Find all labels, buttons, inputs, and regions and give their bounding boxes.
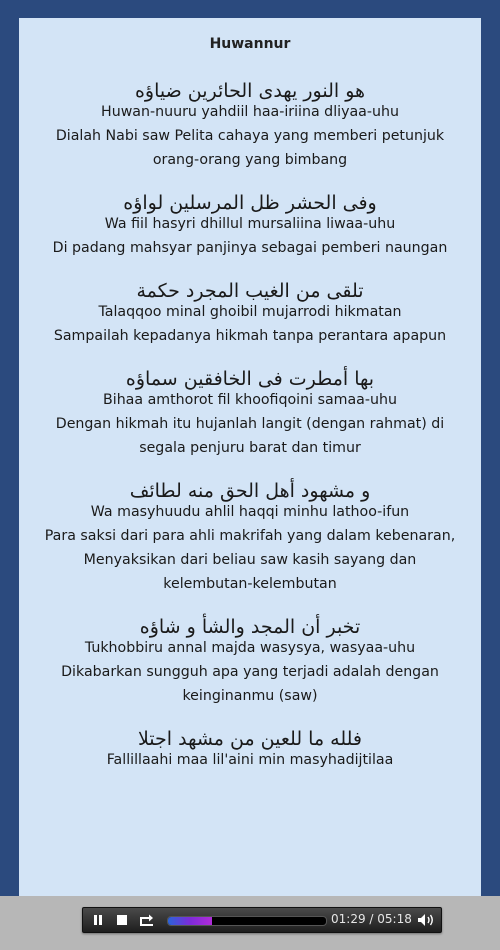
verse bbox=[19, 190, 481, 260]
progress-fill bbox=[168, 917, 212, 925]
verse bbox=[19, 366, 481, 460]
verse-transliteration: Huwan-nuuru yahdiil haa-iriina dliyaa-uhu bbox=[101, 104, 399, 120]
verse-transliteration: Fallillaahi maa lil'aini min masyhadijtilaa bbox=[106, 752, 394, 768]
verse-arabic: فلله ما للعين من مشهد اجتلا bbox=[137, 728, 363, 750]
repeat-icon bbox=[139, 913, 155, 927]
pause-icon bbox=[93, 915, 103, 925]
verse-translation: Sampailah kepadanya hikmah tanpa perantara apapun bbox=[53, 328, 447, 344]
verse-translation: Dialah Nabi saw Pelita cahaya yang memberi petunjuk orang-orang yang bimbang bbox=[55, 128, 445, 168]
verse-arabic: وفى الحشر ظل المرسلين لواؤه bbox=[123, 192, 377, 214]
verse-translation: Di padang mahsyar panjinya sebagai pemberi naungan bbox=[52, 240, 448, 256]
repeat-button[interactable] bbox=[135, 908, 157, 932]
verse-arabic: تلقى من الغيب المجرد حكمة bbox=[136, 280, 364, 302]
verse-arabic: تخبر أن المجد والشأ و شاؤه bbox=[139, 616, 361, 638]
pause-button[interactable] bbox=[85, 908, 107, 932]
stop-button[interactable] bbox=[111, 908, 133, 932]
volume-icon[interactable] bbox=[417, 913, 437, 927]
verse-transliteration: Wa masyhuudu ahlil haqqi minhu lathoo-ifun bbox=[90, 504, 410, 520]
time-display: 01:29 / 05:18 bbox=[331, 912, 412, 926]
verse bbox=[19, 78, 481, 172]
verse-transliteration: Bihaa amthorot fil khoofiqoini samaa-uhu bbox=[103, 392, 397, 408]
verse-translation-continued: Menyaksikan dari beliau saw kasih sayang dan kelembutan-kelembutan bbox=[83, 552, 417, 592]
audio-player-controls bbox=[82, 907, 442, 933]
verse-arabic: هو النور يهدى الحائرين ضياؤه bbox=[134, 80, 366, 102]
verse-arabic: بها أمطرت فى الخافقين سماؤه bbox=[125, 368, 375, 390]
verse-translation: Para saksi dari para ahli makrifah yang dalam kebenaran, bbox=[44, 528, 456, 544]
verse-transliteration: Tukhobbiru annal majda wasysya, wasyaa-uhu bbox=[84, 640, 416, 656]
lyrics-page bbox=[19, 18, 481, 896]
verse bbox=[19, 278, 481, 348]
verse bbox=[19, 478, 481, 596]
verse bbox=[19, 726, 481, 772]
verse-translation: Dikabarkan sungguh apa yang terjadi adalah dengan keinginanmu (saw) bbox=[61, 664, 439, 704]
verse-translation: Dengan hikmah itu hujanlah langit (dengan rahmat) di segala penjuru barat dan timur bbox=[55, 416, 445, 456]
progress-slider[interactable] bbox=[167, 916, 327, 926]
verse-transliteration: Wa fiil hasyri dhillul mursaliina liwaa-uhu bbox=[104, 216, 396, 232]
verse bbox=[19, 614, 481, 708]
verse-arabic: و مشهود أهل الحق منه لطائف bbox=[129, 480, 371, 502]
verse-transliteration: Talaqqoo minal ghoibil mujarrodi hikmatan bbox=[98, 304, 402, 320]
page-title: Huwannur bbox=[209, 36, 291, 52]
audio-player-bar bbox=[0, 896, 500, 950]
stop-icon bbox=[117, 915, 127, 925]
